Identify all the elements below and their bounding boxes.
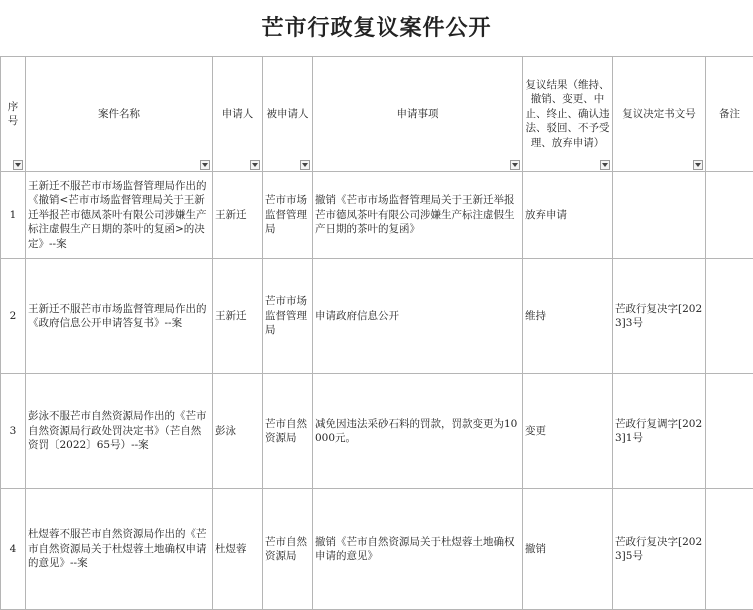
cell-matter: 申请政府信息公开 <box>313 259 523 374</box>
header-result <box>523 57 613 172</box>
cell-remark <box>706 489 753 610</box>
filter-dropdown-icon[interactable] <box>200 160 210 170</box>
table-row <box>1 374 753 489</box>
header-case-name-label: 案件名称 <box>28 107 210 122</box>
cell-matter: 撤销《芒市市场监督管理局关于王新迁举报芒市德凤茶叶有限公司涉嫌生产标注虚假生产日期的茶叶的复函》 <box>313 172 523 259</box>
cell-applicant: 彭泳 <box>213 374 263 489</box>
table-row <box>1 259 753 374</box>
cell-respondent: 芒市自然资源局 <box>263 374 313 489</box>
cell-seq: 1 <box>1 172 26 259</box>
header-matter-label: 申请事项 <box>315 107 520 122</box>
header-result-label: 复议结果（维持、撤销、变更、中止、终止、确认违法、驳回、不予受理、放弃申请） <box>525 78 610 151</box>
cell-applicant: 王新迁 <box>213 172 263 259</box>
cell-doc-no: 芒政行复决字[2023]3号 <box>613 259 706 374</box>
table-row <box>1 489 753 610</box>
header-remark <box>706 57 753 172</box>
header-doc-no <box>613 57 706 172</box>
cell-matter: 撤销《芒市自然资源局关于杜煜蓉土地确权申请的意见》 <box>313 489 523 610</box>
header-applicant-label: 申请人 <box>215 107 260 122</box>
cell-case-name: 王新迁不服芒市市场监督管理局作出的《撤销<芒市市场监督管理局关于王新迁举报芒市德凤茶叶有限公司涉嫌生产标注虚假生产日期的茶叶的复函>的决定》--案 <box>26 172 213 259</box>
header-remark-label: 备注 <box>708 107 751 122</box>
filter-dropdown-icon[interactable] <box>13 160 23 170</box>
header-matter <box>313 57 523 172</box>
cell-respondent: 芒市市场监督管理局 <box>263 259 313 374</box>
cell-respondent: 芒市自然资源局 <box>263 489 313 610</box>
page-title: 芒市行政复议案件公开 <box>0 0 753 56</box>
cases-table <box>0 56 753 610</box>
cell-result: 放弃申请 <box>523 172 613 259</box>
filter-dropdown-icon[interactable] <box>693 160 703 170</box>
filter-dropdown-icon[interactable] <box>510 160 520 170</box>
cell-seq: 4 <box>1 489 26 610</box>
cell-applicant: 王新迁 <box>213 259 263 374</box>
header-row <box>1 57 753 172</box>
cell-seq: 2 <box>1 259 26 374</box>
table-row <box>1 172 753 259</box>
cell-doc-no: 芒政行复调字[2023]1号 <box>613 374 706 489</box>
header-seq <box>1 57 26 172</box>
filter-dropdown-icon[interactable] <box>300 160 310 170</box>
cell-result: 变更 <box>523 374 613 489</box>
filter-dropdown-icon[interactable] <box>600 160 610 170</box>
cell-case-name: 杜煜蓉不服芒市自然资源局作出的《芒市自然资源局关于杜煜蓉土地确权申请的意见》--案 <box>26 489 213 610</box>
cell-remark <box>706 374 753 489</box>
cell-result: 维持 <box>523 259 613 374</box>
cell-case-name: 王新迁不服芒市市场监督管理局作出的《政府信息公开申请答复书》--案 <box>26 259 213 374</box>
cell-doc-no: 芒政行复决字[2023]5号 <box>613 489 706 610</box>
header-seq-label: 序号 <box>3 100 23 129</box>
header-applicant <box>213 57 263 172</box>
cell-seq: 3 <box>1 374 26 489</box>
cell-respondent: 芒市市场监督管理局 <box>263 172 313 259</box>
header-case-name <box>26 57 213 172</box>
cell-case-name: 彭泳不服芒市自然资源局作出的《芒市自然资源局行政处罚决定书》（芒自然资罚〔2022〕65号）--案 <box>26 374 213 489</box>
header-respondent-label: 被申请人 <box>265 107 310 122</box>
cell-applicant: 杜煜蓉 <box>213 489 263 610</box>
cell-doc-no <box>613 172 706 259</box>
cell-result: 撤销 <box>523 489 613 610</box>
header-respondent <box>263 57 313 172</box>
cell-matter: 减免因违法采砂石料的罚款，罚款变更为10000元。 <box>313 374 523 489</box>
cell-remark <box>706 172 753 259</box>
header-doc-no-label: 复议决定书文号 <box>615 107 703 122</box>
cell-remark <box>706 259 753 374</box>
filter-dropdown-icon[interactable] <box>250 160 260 170</box>
